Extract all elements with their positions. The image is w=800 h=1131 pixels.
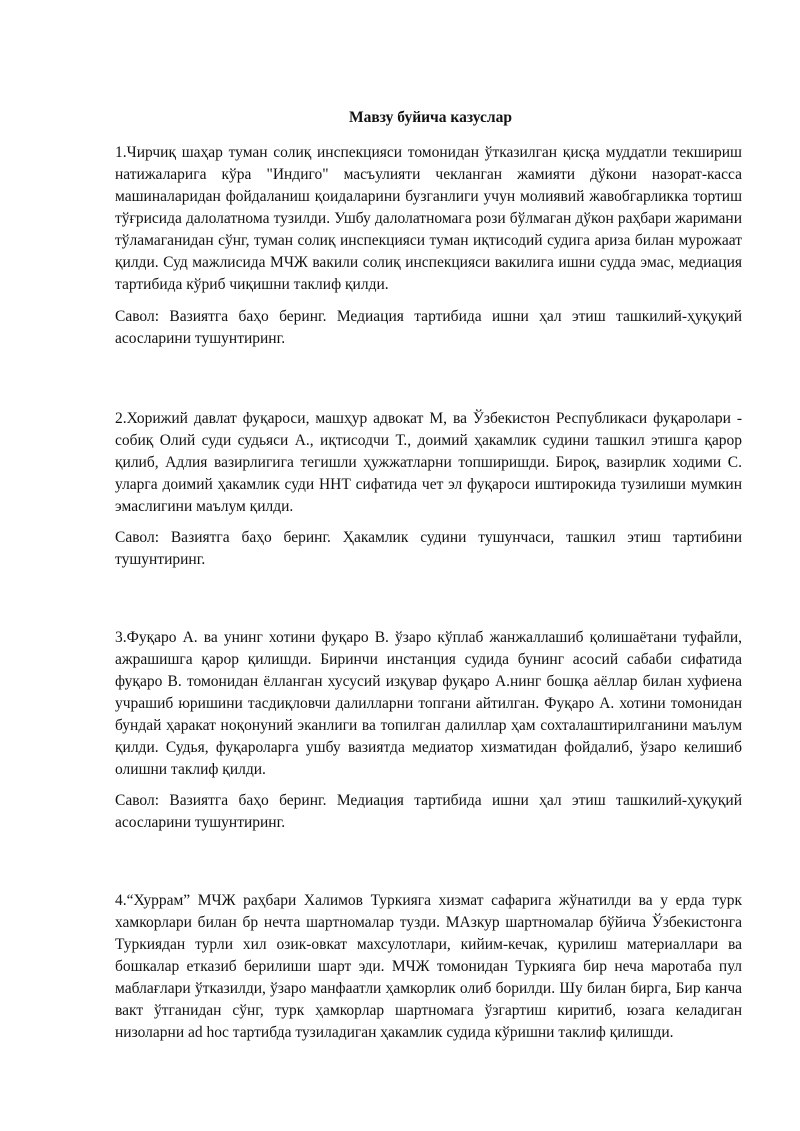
case-2-text: 2.Хорижий давлат фуқароси, машҳур адвокат М, ва Ўзбекистон Республикаси фуқаролари - собиқ Олий суди судьяси А., иқтисодчи Т., доимий ҳакамлик судини ташкил этишга қарор қилиб, Адлия вазирлигига тегишли ҳужжатларни топширишди. Бироқ, вазирлик ходими С. уларга доимий ҳакамлик суди ННТ сифатида чет эл фуқароси иштирокида тузилиши мумкин эмаслигини маълум қилди.	[115, 410, 742, 515]
document-page	[115, 107, 742, 1044]
case-1-text: 1.Чирчиқ шаҳар туман солиқ инспекцияси томонидан ўтказилган қисқа муддатли текшириш натижаларига кўра "Индиго" масъулияти чекланган жамияти дўкони назорат-касса машиналаридан фойдаланиш қоидаларини бузганлиги учун молиявий жавобгарликка тортиш тўғрисида далолатнома тузилди. Ушбу далолатномага рози бўлмаган дўкон раҳбари жаримани тўламаганидан сўнг, туман солиқ инспекцияси туман иқтисодий судига ариза билан мурожаат қилди. Суд мажлисида МЧЖ вакили солиқ инспекцияси вакилига ишни судда эмас, медиация тартибида кўриб чиқишни таклиф қилди.	[115, 144, 742, 293]
case-2	[115, 408, 742, 571]
case-1-question: Савол: Вазиятга баҳо беринг. Медиация тартибида ишни ҳал этиш ташкилий-ҳуқуқий асосларини тушунтиринг.	[115, 308, 742, 347]
case-1	[115, 142, 742, 350]
case-2-question: Савол: Вазиятга баҳо беринг. Ҳакамлик судини тушунчаси, ташкил этиш тартибини тушунтиринг.	[115, 529, 742, 568]
case-3	[115, 627, 742, 834]
case-4	[115, 890, 742, 1044]
case-3-text: 3.Фуқаро А. ва унинг хотини фуқаро В. ўзаро кўплаб жанжаллашиб қолишаётани туфайли, ажрашишга қарор қилишди. Биринчи инстанция судида бунинг асосий сабаби сифатида фуқаро В. томонидан ёлланган хусусий изқувар фуқаро А.нинг бошқа аёллар билан хуфиена учрашиб юришини тасдиқловчи далилларни топгани айтилган. Фуқаро А. хотини томонидан бундай ҳаракат ноқонуний эканлиги ва топилган далиллар ҳам сохталаштирилганини маълум қилди. Судья, фуқароларга ушбу вазиятда медиатор хизматидан фойдалиб, ўзаро келишиб олишни таклиф қилди.	[115, 629, 742, 778]
case-4-text: 4.“Хуррам” МЧЖ раҳбари Халимов Туркияга хизмат сафарига жўнатилди ва у ерда турк хамкорлари билан бр нечта шартномалар тузди. МАзкур шартномалар бўйича Ўзбекистонга Туркиядан турли хил озик-овкат махсулотлари, кийим-кечак, қурилиш материаллари ва бошкалар етказиб берилиши шарт эди. МЧЖ томонидан Туркияга бир неча маротаба пул маблағлари ўтказилди, ўзаро манфаатли ҳамкорлик олиб борилди. Шу билан бирга, Бир канча вакт ўтганидан сўнг, турк ҳамкорлар шартномага ўзгартиш киритиб, юзага келадиган низоларни ad hoc тартибда тузиладиган ҳакамлик судида кўришни таклиф қилишди.	[115, 892, 742, 1041]
document-title: Мавзу буйича казуслар	[349, 109, 512, 126]
case-3-question: Савол: Вазиятга баҳо беринг. Медиация тартибида ишни ҳал этиш ташкилий-ҳуқуқий асосларини тушунтиринг.	[115, 792, 742, 831]
